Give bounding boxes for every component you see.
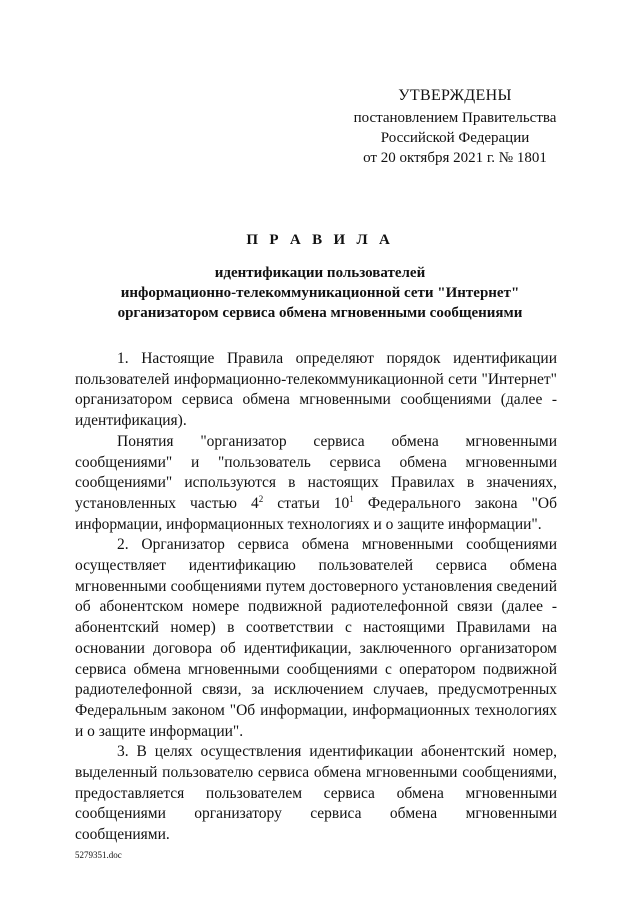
paragraph-2-part-a: Понятия "организатор сервиса обмена мгновенными сообщениями" и "пользователь сервиса обмена мгновенными сообщениями" используются в настоящих Правилах в значениях, установленных частью 4	[75, 432, 557, 512]
subtitle-line-2: информационно-телекоммуникационной сети "Интернет"	[120, 285, 520, 301]
subtitle-line-3: организатором сервиса обмена мгновенными сообщениями	[117, 305, 523, 321]
approval-line-1: постановлением Правительства	[353, 110, 557, 126]
document-title-block	[60, 232, 580, 323]
superscript-2: 1	[349, 493, 354, 504]
approval-line-3: от 20 октября 2021 г. № 1801	[363, 150, 547, 166]
paragraph-2-part-b: статьи 10	[263, 494, 350, 512]
approval-label: УТВЕРЖДЕНЫ	[398, 87, 512, 104]
document-body	[75, 349, 557, 846]
approval-stamp	[340, 86, 570, 168]
paragraph-1: 1. Настоящие Правила определяют порядок идентификации пользователей информационно-телекоммуникационной сети "Интернет" организатором сервиса обмена мгновенными сообщениями (далее - идентификация).	[75, 350, 557, 430]
paragraph-3: 2. Организатор сервиса обмена мгновенными сообщениями осуществляет идентификацию пользователей сервиса обмена мгновенными сообщениями путем достоверного установления сведений об абонентском номере подвижной радиотелефонной связи (далее - абонентский номер) в соответствии с настоящими Правилами на основании договора об идентификации, заключенного организатором сервиса обмена мгновенными сообщениями с оператором подвижной радиотелефонной связи, за исключением случаев, предусмотренных Федеральным законом "Об информации, информационных технологиях и о защите информации".	[75, 536, 557, 740]
superscript-1: 2	[258, 493, 264, 504]
paragraph-4: 3. В целях осуществления идентификации абонентский номер, выделенный пользователю сервиса обмена мгновенными сообщениями, предоставляется пользователем сервиса обмена мгновенными сообщениями организатору сервиса обмена мгновенными сообщениями.	[75, 743, 557, 844]
paragraph-2	[75, 432, 557, 536]
subtitle-line-1: идентификации пользователей	[214, 265, 426, 281]
document-title: П Р А В И Л А	[246, 232, 394, 248]
approval-line-2: Российской Федерации	[380, 130, 530, 146]
footer-filename: 5279351.doc	[75, 850, 122, 860]
paragraph-2-part-c: Федерального закона "Об информации, информационных технологиях и о защите информации".	[75, 494, 557, 533]
